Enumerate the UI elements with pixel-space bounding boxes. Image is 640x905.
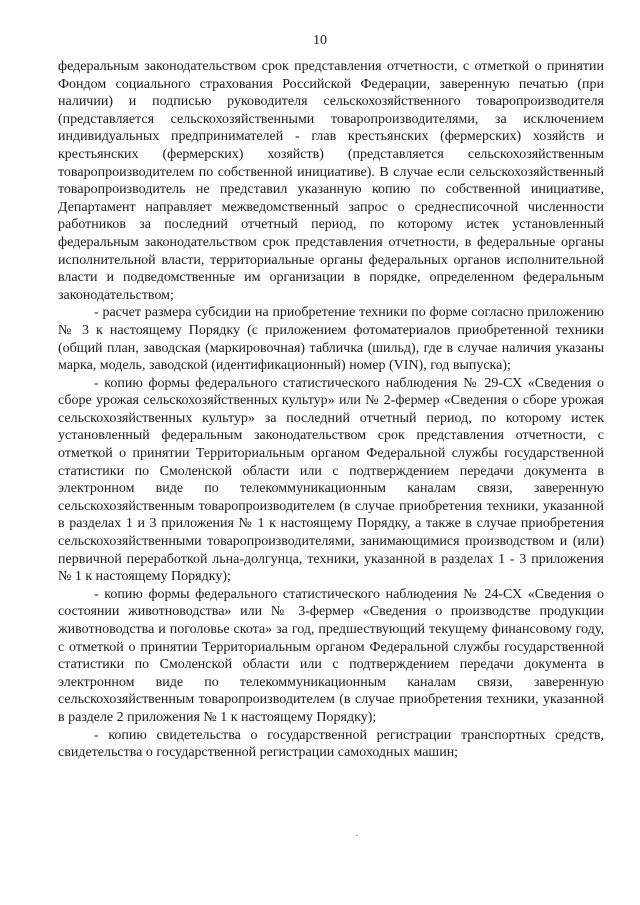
paragraph-continuation: федеральным законодательством срок представления отчетности, с отметкой о принятии Фондом социального страхования Российской Федерации, заверенную печатью (при наличии) и подписью руководителя сельскохозяйственного товаропроизводителя (представляется сельскохозяйственными товаропроизводителями, за исключением индивидуальных предпринимателей - глав крестьянских (фермерских) хозяйств и крестьянских (фермерских) хозяйств) (представляется сельскохозяйственным товаропроизводителем по собственной инициативе). В случае если сельскохозяйственный товаропроизводитель не представил указанную копию по собственной инициативе, Департамент направляет межведомственный запрос о среднесписочной численности работников за последний отчетный период, по которому истек установленный федеральным законодательством срок представления отчетности, в федеральные органы исполнительной власти, территориальные органы федеральных органов исполнительной власти и подведомственные им организации в порядке, определенном федеральным законодательством; [58, 59, 604, 303]
page-number: 10 [313, 33, 327, 48]
list-item-registration-certificate: - копию свидетельства о государственной регистрации транспортных средств, свидетельства о государственной регистрации самоходных машин; [58, 727, 604, 761]
list-item-form-24-sh: - копию формы федерального статистического наблюдения № 24-СХ «Сведения о состоянии животноводства» или № 3-фермер «Сведения о производстве продукции животноводства и поголовье скота» за год, предшествующий текущему финансовому году, с отметкой о принятии Территориальным органом Федеральной службы государственной статистики по Смоленской области или с подтверждением передачи документа в электронном виде по телекоммуникационным каналам связи, заверенную сельскохозяйственным товаропроизводителем (в случае приобретения техники, указанной в разделе 2 приложения № 1 к настоящему Порядку); [58, 586, 604, 725]
list-item-equipment-subsidy: - расчет размера субсидии на приобретение техники по форме согласно приложению № 3 к настоящему Порядку (с приложением фотоматериалов приобретенной техники (общий план, заводская (маркировочная) табличка (шильд), где в случае наличия указаны марка, модель, заводской (идентификационный) номер (VIN), год выпуска); [58, 305, 604, 374]
list-item-form-29-sh: - копию формы федерального статистического наблюдения № 29-СХ «Сведения о сборе урожая сельскохозяйственных культур» или № 2-фермер «Сведения о сборе урожая сельскохозяйственных культур» за последний отчетный период, по которому истек установленный федеральным законодательством срок представления отчетности, с отметкой о принятии Территориальным органом Федеральной службы государственной статистики по Смоленской области или с подтверждением передачи документа в электронном виде по телекоммуникационным каналам связи, заверенную сельскохозяйственным товаропроизводителем (в случае приобретения техники, указанной в разделах 1 и 3 приложения № 1 к настоящему Порядку, а также в случае приобретения сельскохозяйственными товаропроизводителями, занимающимися производством и (или) первичной переработкой льна-долгунца, техники, указанной в разделах 1 - 3 приложения № 1 к настоящему Порядку); [58, 375, 604, 585]
document-body [58, 58, 604, 762]
scan-artifact [356, 835, 358, 836]
